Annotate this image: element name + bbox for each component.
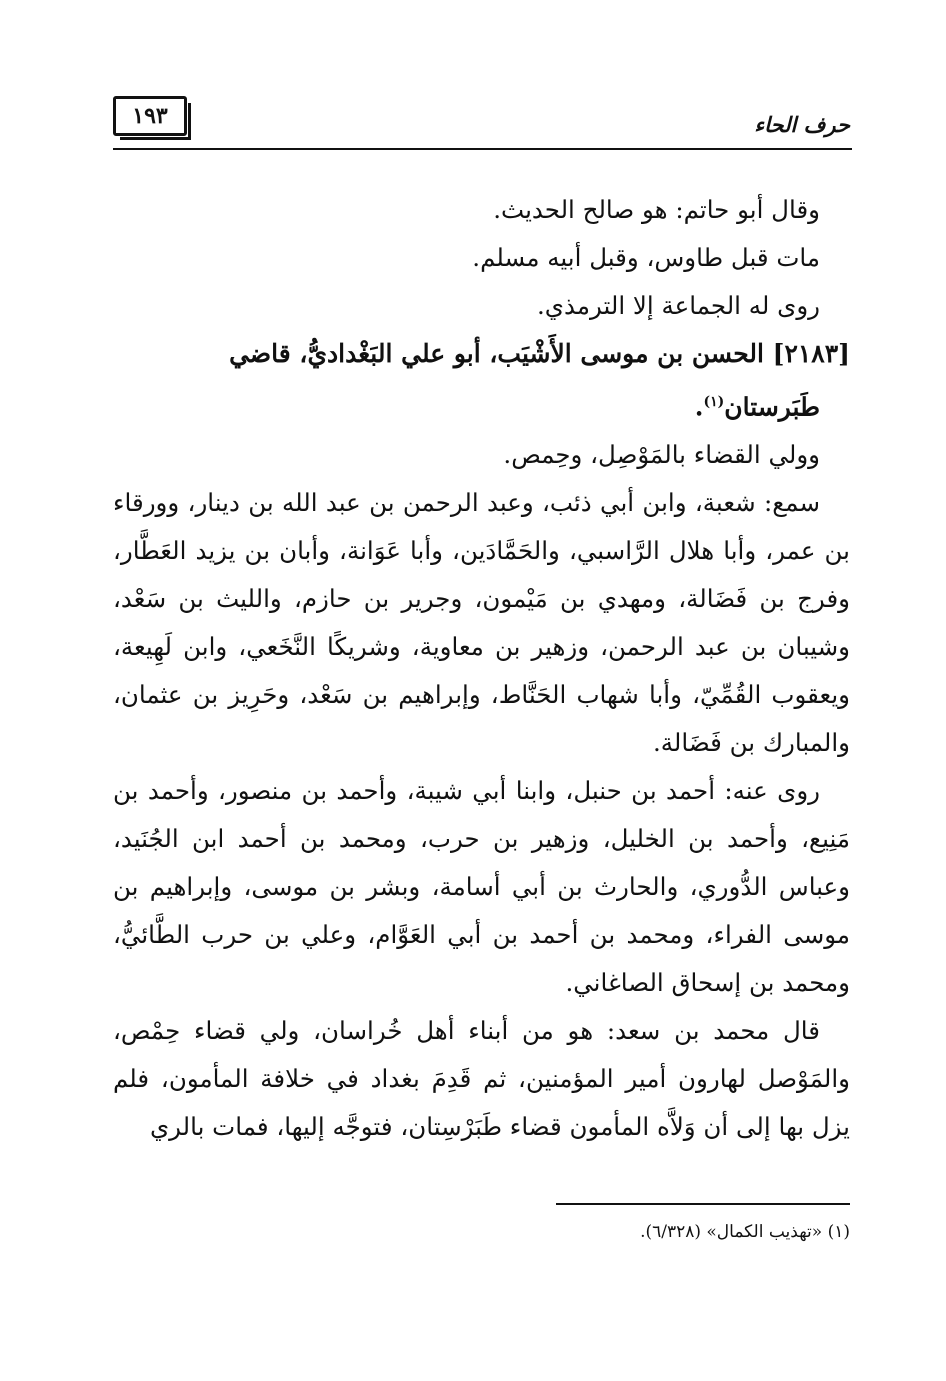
- entry-heading-place: طَبَرستان: [724, 392, 820, 422]
- paragraph-teachers: سمع: شعبة، وابن أبي ذئب، وعبد الرحمن بن عبد الله بن دينار، وورقاء بن عمر، وأبا هلال الرَّاسبي، والحَمَّادَين، وأبا عَوَانة، وأبان بن يزيد العَطَّار، وفرج بن فَضَالة، ومهدي بن مَيْمون، وجرير بن حازم، والليث بن سَعْد، وشيبان بن عبد الرحمن، وزهير بن معاوية، وشريكًا النَّخَعي، وابن لَهِيعة، ويعقوب القُمِّيّ، وأبا شهاب الحَنَّاط، وإبراهيم بن سَعْد، وحَرِيز بن عثمان، والمبارك بن فَضَالة.: [113, 488, 850, 758]
- footnote-rule: [556, 1203, 850, 1205]
- page-number-text: ١٩٣: [132, 103, 168, 129]
- paragraph-ibn-saad: قال محمد بن سعد: هو من أبناء أهل خُراسان، ولي قضاء حِمْص، والمَوْصل لهارون أمير المؤمنين، ثم قَدِمَ بغداد في خلافة المأمون، فلم يزل بها إلى أن وَلاَّه المأمون قضاء طَبَرْسِتان، فتوجَّه إليها، فمات بالري: [113, 1016, 850, 1142]
- paragraph-abu-hatim: وقال أبو حاتم: هو صالح الحديث.: [493, 195, 820, 224]
- paragraph-narrators: روى له الجماعة إلا الترمذي.: [537, 291, 820, 320]
- entry-heading: [113, 330, 850, 431]
- entry-heading-line2: [113, 378, 850, 431]
- paragraph-judgeship: وولي القضاء بالمَوْصِل، وحِمص.: [503, 440, 820, 470]
- footnote-ref: (١): [703, 394, 725, 410]
- paragraph-students: روى عنه: أحمد بن حنبل، وابنا أبي شيبة، وأحمد بن منصور، وأحمد بن مَنِيع، وأحمد بن الخليل، وزهير بن حرب، ومحمد بن أحمد ابن الجُنَيد، وعباس الدُّوري، والحارث بن أبي أسامة، وبشر بن موسى، وإبراهيم بن موسى الفراء، ومحمد بن أحمد بن أبي العَوَّام، وعلي بن حرب الطَّائيُّ، ومحمد بن إسحاق الصاغاني.: [113, 776, 850, 998]
- footnote: (١) «تهذيب الكمال» (٦/٣٢٨).: [640, 1222, 850, 1242]
- header-rule: [113, 148, 852, 150]
- entry-heading-end: .: [694, 392, 704, 422]
- page-body: [113, 186, 850, 1151]
- entry-heading-line1: [٢١٨٣] الحسن بن موسى الأَشْيَب، أبو علي البَغْداديُّ، قاضي: [229, 339, 850, 368]
- paragraph-death: مات قبل طاوس، وقبل أبيه مسلم.: [472, 243, 820, 272]
- page-number: [113, 96, 187, 136]
- running-header: حرف الحاء: [754, 112, 850, 137]
